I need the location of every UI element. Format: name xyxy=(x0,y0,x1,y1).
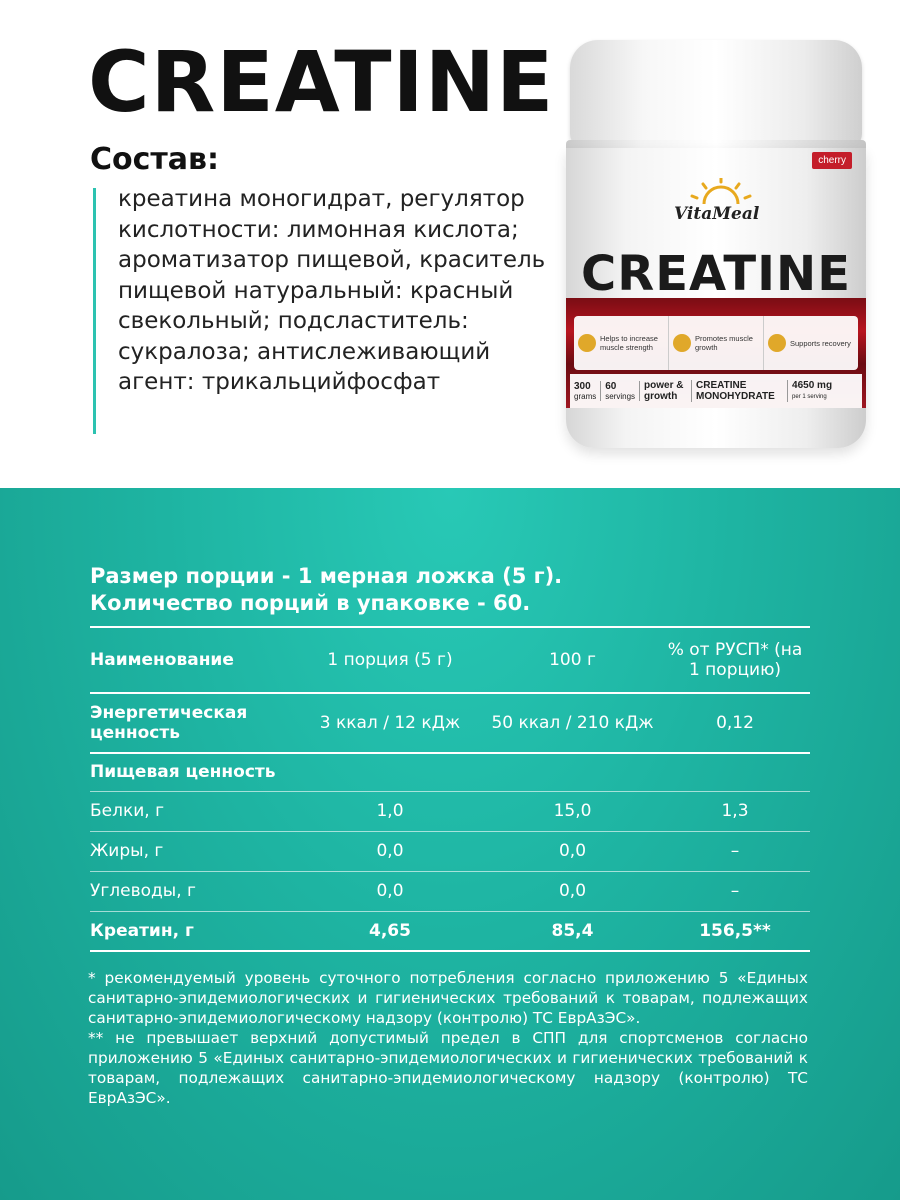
product-jar-image xyxy=(566,40,866,460)
stopwatch-icon xyxy=(768,334,786,352)
cell-per100: 0,0 xyxy=(485,871,660,911)
servings-value: 60 xyxy=(605,381,617,392)
cell-portion: 3 ккал / 12 кДж xyxy=(295,693,485,753)
header-per100: 100 г xyxy=(485,627,660,693)
cell-per100: 15,0 xyxy=(485,791,660,831)
cell-name: Креатин, г xyxy=(90,911,295,951)
table-row xyxy=(90,831,810,871)
cell-rusp: – xyxy=(660,831,810,871)
muscle-icon xyxy=(673,334,691,352)
page-title: CREATINE xyxy=(88,33,555,131)
flavor-label: cherry xyxy=(812,152,852,169)
cell-per100: 0,0 xyxy=(485,831,660,871)
nutrition-section xyxy=(0,488,900,1200)
badge-text: Promotes muscle growth xyxy=(695,334,753,352)
header-rusp: % от РУСП* (на 1 порцию) xyxy=(660,627,810,693)
arm-icon xyxy=(578,334,596,352)
brand-logo: VitaMeal xyxy=(674,204,760,224)
type-info: CREATINE MONOHYDRATE xyxy=(692,380,788,402)
header-section xyxy=(0,0,900,488)
dose-value: 4650 mg xyxy=(792,380,833,391)
cell-rusp: 0,12 xyxy=(660,693,810,753)
cell-rusp: – xyxy=(660,871,810,911)
table-row-energy xyxy=(90,693,810,753)
cell-name: Жиры, г xyxy=(90,831,295,871)
badge-strength xyxy=(574,316,669,370)
section-title: Пищевая ценность xyxy=(90,762,276,783)
servings-per-container: Количество порций в упаковке - 60. xyxy=(90,591,531,615)
weight-unit: grams xyxy=(574,392,597,401)
header-portion: 1 порция (5 г) xyxy=(295,627,485,693)
table-row xyxy=(90,871,810,911)
cell-portion: 1,0 xyxy=(295,791,485,831)
cell-per100: 50 ккал / 210 кДж xyxy=(485,693,660,753)
weight-value: 300 xyxy=(574,381,591,392)
table-header-row xyxy=(90,627,810,693)
dose-info xyxy=(788,380,836,402)
jar-lid xyxy=(570,40,862,148)
purpose-info: power & growth xyxy=(640,380,692,402)
badge-recovery xyxy=(764,316,858,370)
header-name: Наименование xyxy=(90,627,295,693)
cell-portion: 4,65 xyxy=(295,911,485,951)
serving-info xyxy=(90,563,562,617)
table-section-row xyxy=(90,753,810,791)
jar-product-name: CREATINE xyxy=(581,246,851,302)
composition-heading: Состав: xyxy=(90,142,220,177)
cell-portion: 0,0 xyxy=(295,871,485,911)
servings-unit: servings xyxy=(605,392,636,401)
composition-text: креатина моногидрат, регулятор кислотности: лимонная кислота; ароматизатор пищевой, краситель пищевой натуральный: красный свекольный; подсластитель: сукралоза; антислеживающий агент: трикальцийфосфат xyxy=(118,186,546,395)
jar-info-strip xyxy=(570,374,862,408)
badge-growth xyxy=(669,316,764,370)
weight-info xyxy=(570,381,601,401)
footnotes xyxy=(88,968,808,1108)
cell-portion: 0,0 xyxy=(295,831,485,871)
table-row xyxy=(90,791,810,831)
cell-name: Углеводы, г xyxy=(90,871,295,911)
footnote-2: ** не превышает верхний допустимый предел в СПП для спортсменов согласно приложению 5 «Единых санитарно-эпидемиологических и гигиенических требований к товарам, подлежащих санитарно-эпидемиологическому надзору (контролю) ТС ЕврАзЭС». xyxy=(88,1029,808,1107)
composition-accent-bar xyxy=(93,188,96,434)
badge-text: Supports recovery xyxy=(790,338,851,348)
dose-unit: per 1 serving xyxy=(792,394,827,400)
serving-size: Размер порции - 1 мерная ложка (5 г). xyxy=(90,564,563,588)
servings-info xyxy=(601,381,640,401)
table-row-creatine xyxy=(90,911,810,951)
cell-rusp: 1,3 xyxy=(660,791,810,831)
cell-name: Энергетическая ценность xyxy=(90,693,295,753)
cell-per100: 85,4 xyxy=(485,911,660,951)
cell-name: Белки, г xyxy=(90,791,295,831)
benefit-badges xyxy=(574,316,858,370)
badge-text: Helps to increase muscle strength xyxy=(600,334,658,352)
footnote-1: * рекомендуемый уровень суточного потребления согласно приложению 5 «Единых санитарно-эпидемиологических и гигиенических требований к товарам, подлежащих санитарно-эпидемиологическому надзору (контролю) ТС ЕврАзЭС». xyxy=(88,969,808,1027)
nutrition-table xyxy=(90,626,810,952)
cell-rusp: 156,5** xyxy=(660,911,810,951)
